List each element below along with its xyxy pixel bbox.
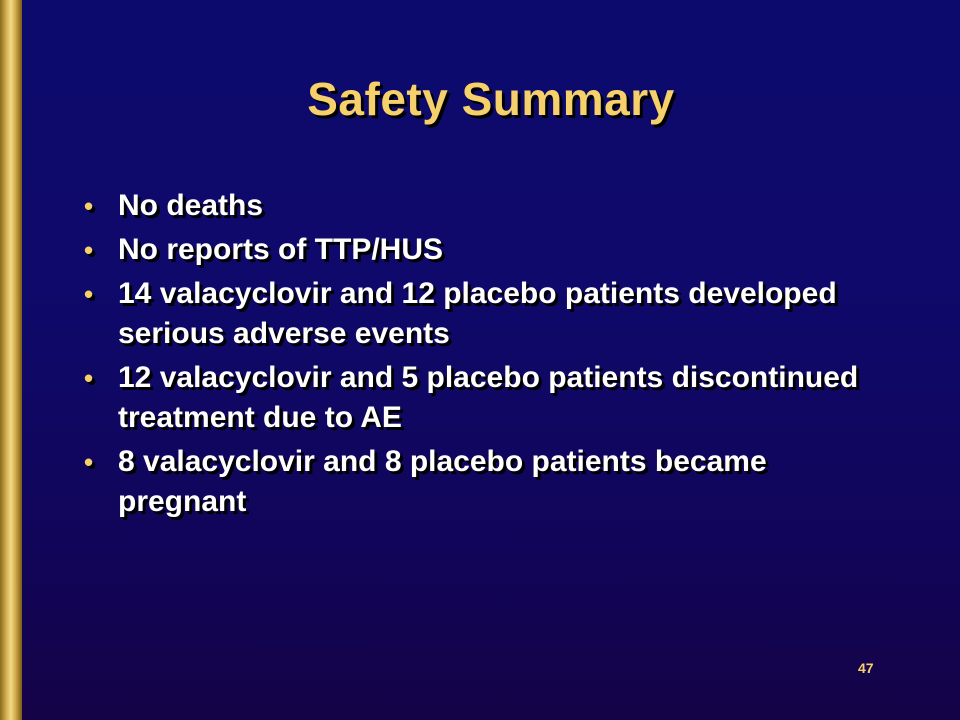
bullet-text: 8 valacyclovir and 8 placebo patients became pregnant — [118, 445, 767, 518]
bullet-text: No reports of TTP/HUS — [118, 233, 444, 266]
bullet-dot-icon: • — [84, 191, 94, 221]
bullet-text: 12 valacyclovir and 5 placebo patients discontinued treatment due to AE — [118, 361, 859, 434]
bullet-text: 14 valacyclovir and 12 placebo patients developed serious adverse events — [118, 277, 837, 350]
bullet-item — [84, 230, 864, 270]
page-number: 47 — [858, 660, 874, 676]
slide-title: Safety Summary — [307, 73, 675, 125]
bullet-dot-icon: • — [84, 447, 94, 477]
bullet-dot-icon: • — [84, 363, 94, 393]
bullet-list — [84, 186, 864, 526]
bullet-item — [84, 186, 864, 226]
bullet-item — [84, 274, 864, 354]
bullet-dot-icon: • — [84, 235, 94, 265]
bullet-item — [84, 442, 864, 522]
bullet-dot-icon: • — [84, 279, 94, 309]
bullet-text: No deaths — [118, 189, 264, 222]
bullet-item — [84, 358, 864, 438]
gold-side-bar — [0, 0, 22, 720]
